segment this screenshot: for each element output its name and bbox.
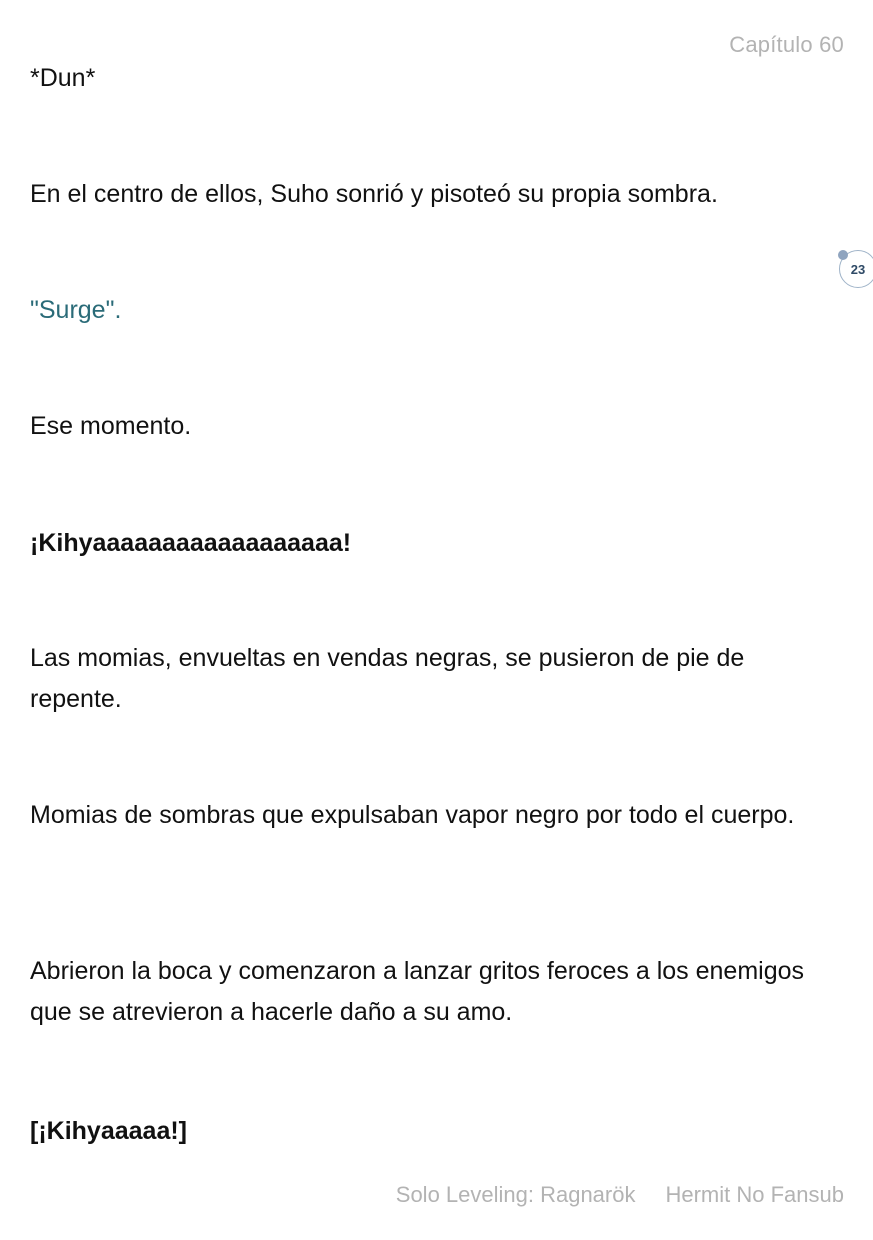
dialog-paragraph: "Surge".: [30, 296, 122, 324]
badge-dot-icon: [838, 250, 848, 260]
sound-effect-paragraph: ¡Kihyaaaaaaaaaaaaaaaaaa!: [30, 529, 352, 557]
translator-credit: Hermit No Fansub: [665, 1182, 844, 1207]
chapter-label: Capítulo 60: [729, 32, 844, 57]
book-title: Solo Leveling: Ragnarök: [395, 1182, 636, 1207]
paragraph: Momias de sombras que expulsaban vapor negro por todo el cuerpo.: [30, 801, 795, 829]
sound-effect-paragraph: [¡Kihyaaaaa!]: [30, 1117, 187, 1145]
paragraph: Abrieron la boca y comenzaron a lanzar gritos feroces a los enemigos que se atrevieron a hacerle daño a su amo.: [30, 957, 805, 1026]
paragraph: Las momias, envueltas en vendas negras, se pusieron de pie de repente.: [30, 644, 745, 713]
paragraph: En el centro de ellos, Suho sonrió y pisoteó su propia sombra.: [30, 180, 718, 208]
paragraph: *Dun*: [30, 64, 96, 92]
footer: [396, 1182, 844, 1208]
page-number: 23: [850, 261, 866, 277]
page-number-badge[interactable]: [839, 250, 873, 288]
paragraph: Ese momento.: [30, 412, 192, 440]
